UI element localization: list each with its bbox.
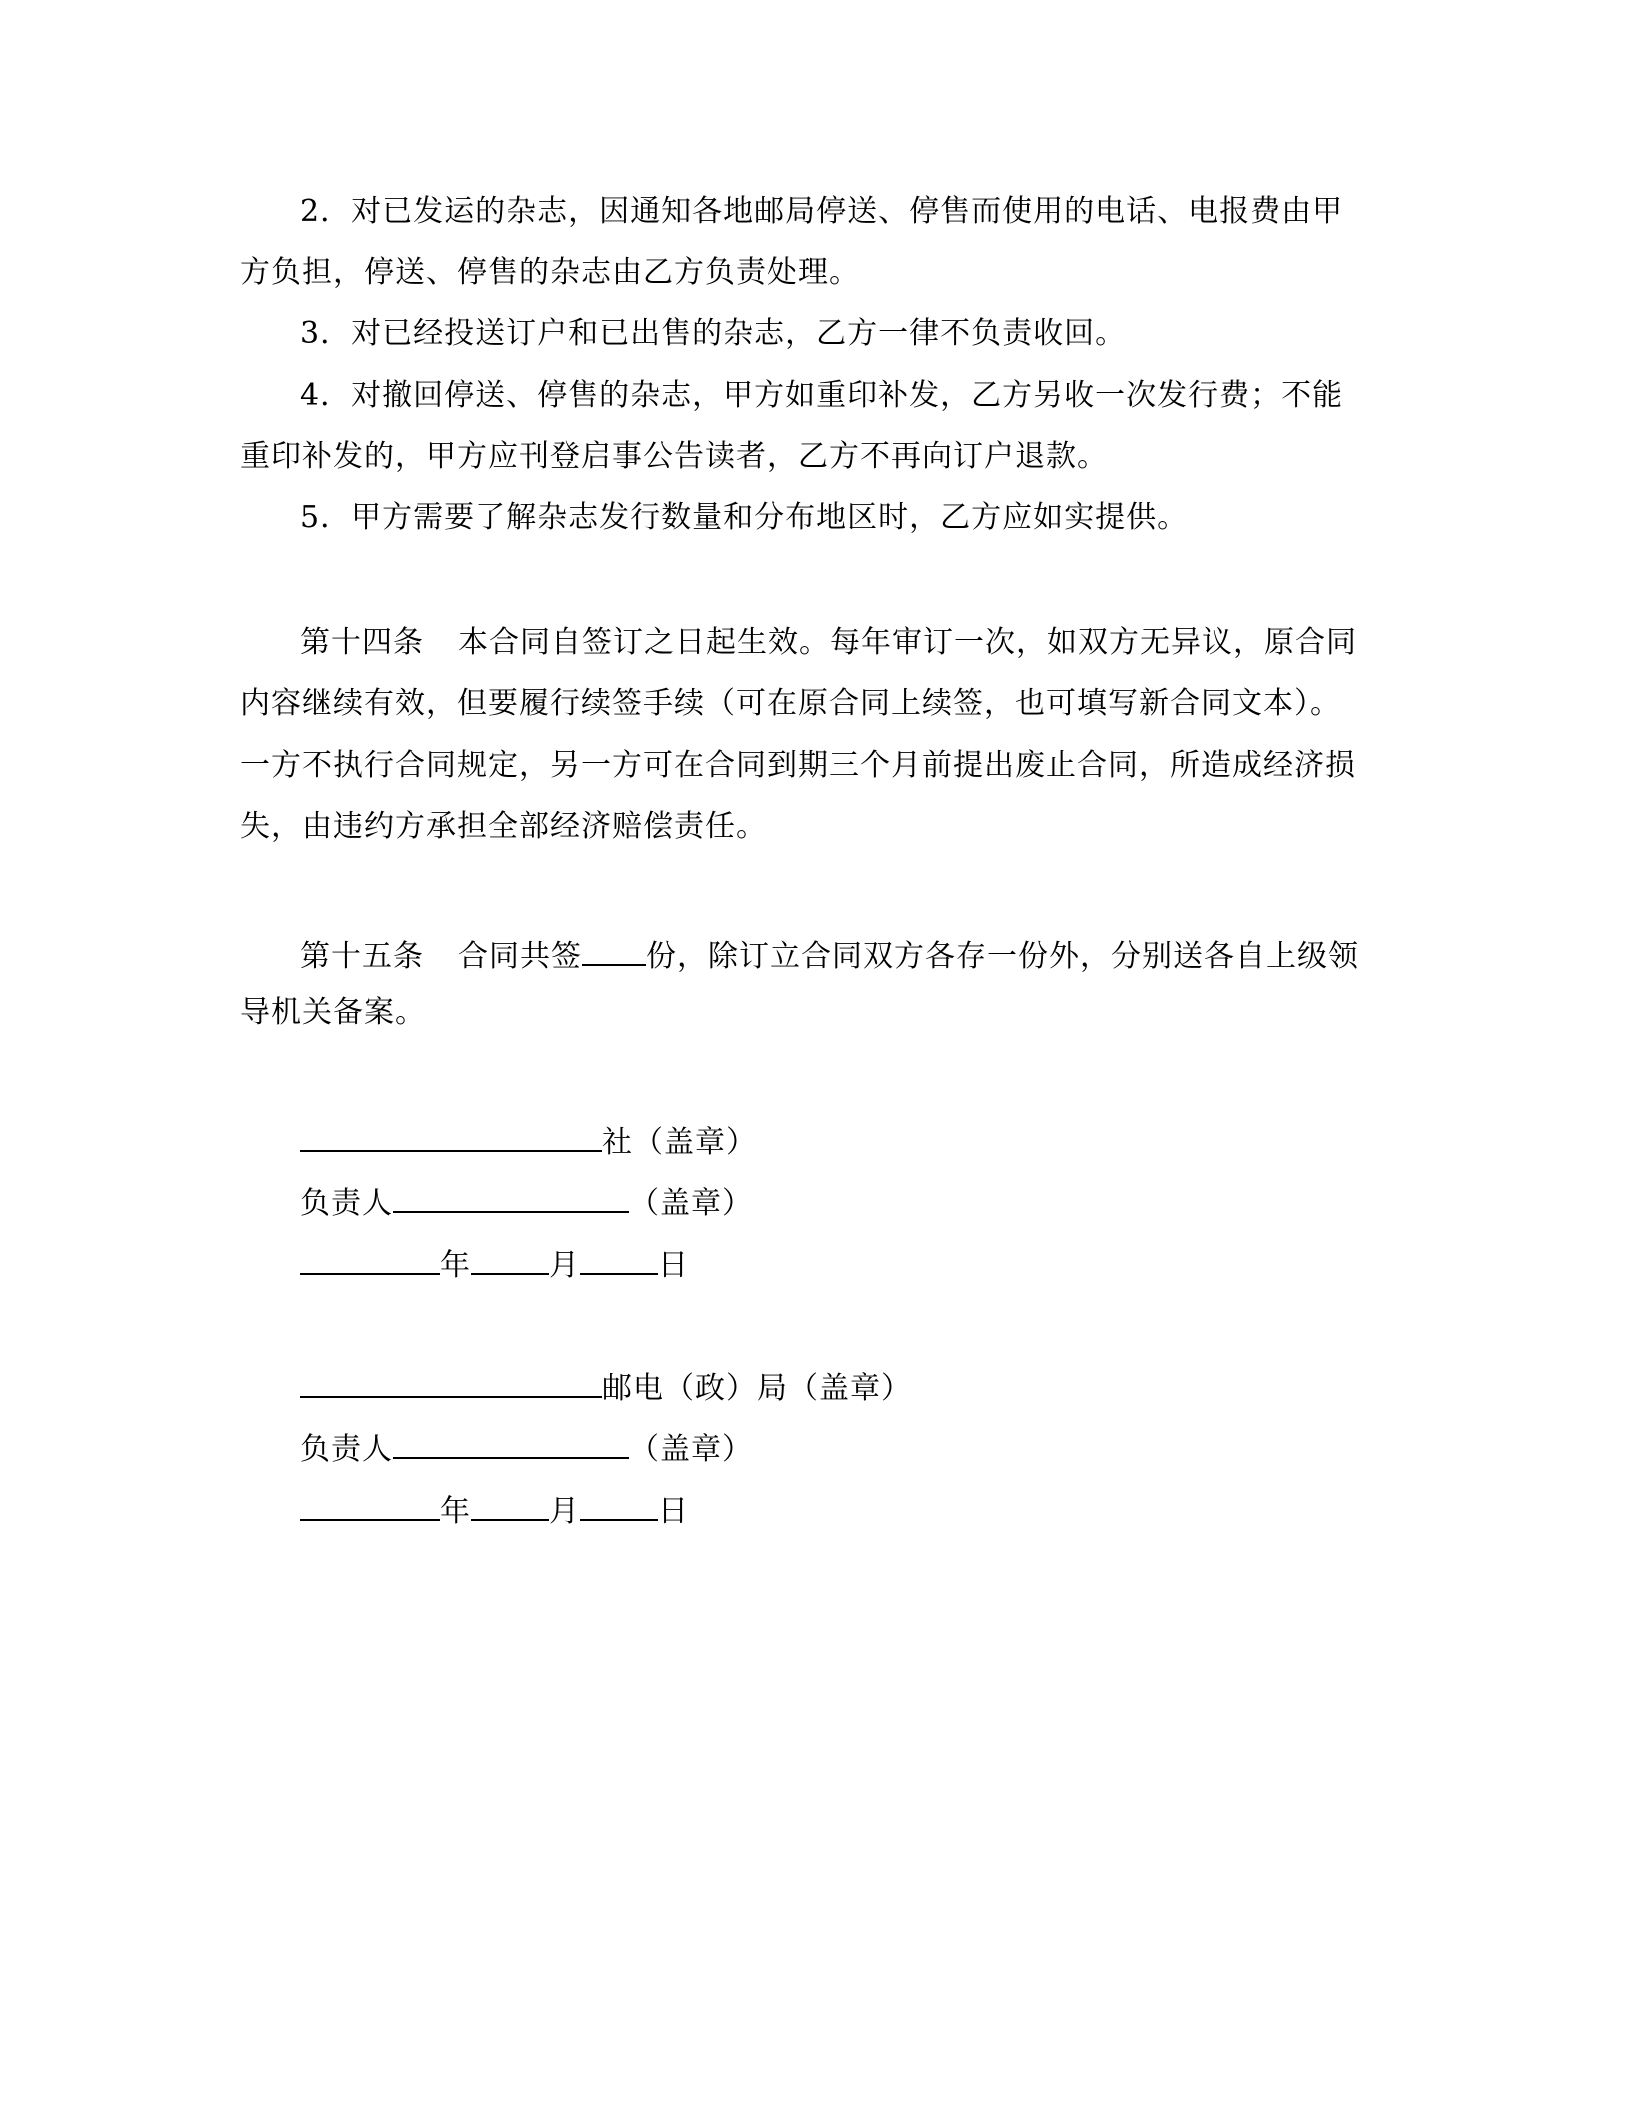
article-15-text-after: 份，除订立合同双方各存一份外，分别送各自上级领	[646, 939, 1359, 974]
article-15-line-1	[300, 934, 1359, 975]
item-4-line-1: 4．对撤回停送、停售的杂志，甲方如重印补发，乙方另收一次发行费；不能	[300, 378, 1344, 413]
item-2-line-1: 2．对已发运的杂志，因通知各地邮局停送、停售而使用的电话、电报费由甲	[300, 194, 1344, 229]
article-15-line-2: 导机关备案。	[240, 995, 426, 1030]
item-4-line-2: 重印补发的，甲方应刊登启事公告读者，乙方不再向订户退款。	[240, 439, 1108, 474]
article-14-line-1	[300, 625, 1357, 661]
post-year-label: 年	[440, 1494, 471, 1529]
publisher-day-blank[interactable]	[580, 1243, 658, 1275]
article-14-line-2: 内容继续有效，但要履行续签手续（可在原合同上续签，也可填写新合同文本）。	[240, 686, 1341, 721]
post-day-label: 日	[658, 1494, 689, 1529]
publisher-month-blank[interactable]	[471, 1243, 549, 1275]
publisher-person-seal: （盖章）	[629, 1186, 753, 1221]
item-3: 3．对已经投送订户和已出售的杂志，乙方一律不负责收回。	[300, 316, 1127, 351]
post-name-blank[interactable]	[300, 1366, 602, 1398]
post-year-blank[interactable]	[300, 1489, 440, 1521]
publisher-org-line	[300, 1120, 757, 1161]
post-month-label: 月	[549, 1494, 580, 1529]
post-person-label: 负责人	[300, 1432, 393, 1467]
publisher-person-label: 负责人	[300, 1186, 393, 1221]
publisher-person-line	[300, 1181, 753, 1222]
post-month-blank[interactable]	[471, 1489, 549, 1521]
article-14-heading: 第十四条	[300, 625, 424, 660]
post-person-seal: （盖章）	[629, 1432, 753, 1467]
publisher-year-label: 年	[440, 1248, 471, 1283]
post-person-line	[300, 1427, 753, 1468]
article-14-text-1: 本合同自签订之日起生效。每年审订一次，如双方无异议，原合同	[458, 625, 1357, 660]
publisher-day-label: 日	[658, 1248, 689, 1283]
article-15-text-before: 合同共签	[458, 939, 582, 974]
publisher-person-blank[interactable]	[393, 1181, 629, 1213]
article-14-line-4: 失，由违约方承担全部经济赔偿责任。	[240, 809, 767, 844]
publisher-name-blank[interactable]	[300, 1120, 602, 1152]
article-14-line-3: 一方不执行合同规定，另一方可在合同到期三个月前提出废止合同，所造成经济损	[240, 748, 1356, 783]
post-date-line	[300, 1489, 689, 1530]
post-day-blank[interactable]	[580, 1489, 658, 1521]
publisher-date-line	[300, 1243, 689, 1284]
publisher-month-label: 月	[549, 1248, 580, 1283]
post-org-line	[300, 1366, 912, 1407]
article-15-heading: 第十五条	[300, 939, 424, 974]
publisher-org-suffix: 社（盖章）	[602, 1125, 757, 1160]
item-2-line-2: 方负担，停送、停售的杂志由乙方负责处理。	[240, 255, 860, 290]
item-5: 5．甲方需要了解杂志发行数量和分布地区时，乙方应如实提供。	[300, 500, 1189, 535]
post-org-suffix: 邮电（政）局（盖章）	[602, 1371, 912, 1406]
publisher-year-blank[interactable]	[300, 1243, 440, 1275]
post-person-blank[interactable]	[393, 1427, 629, 1459]
copies-blank[interactable]	[582, 934, 646, 966]
